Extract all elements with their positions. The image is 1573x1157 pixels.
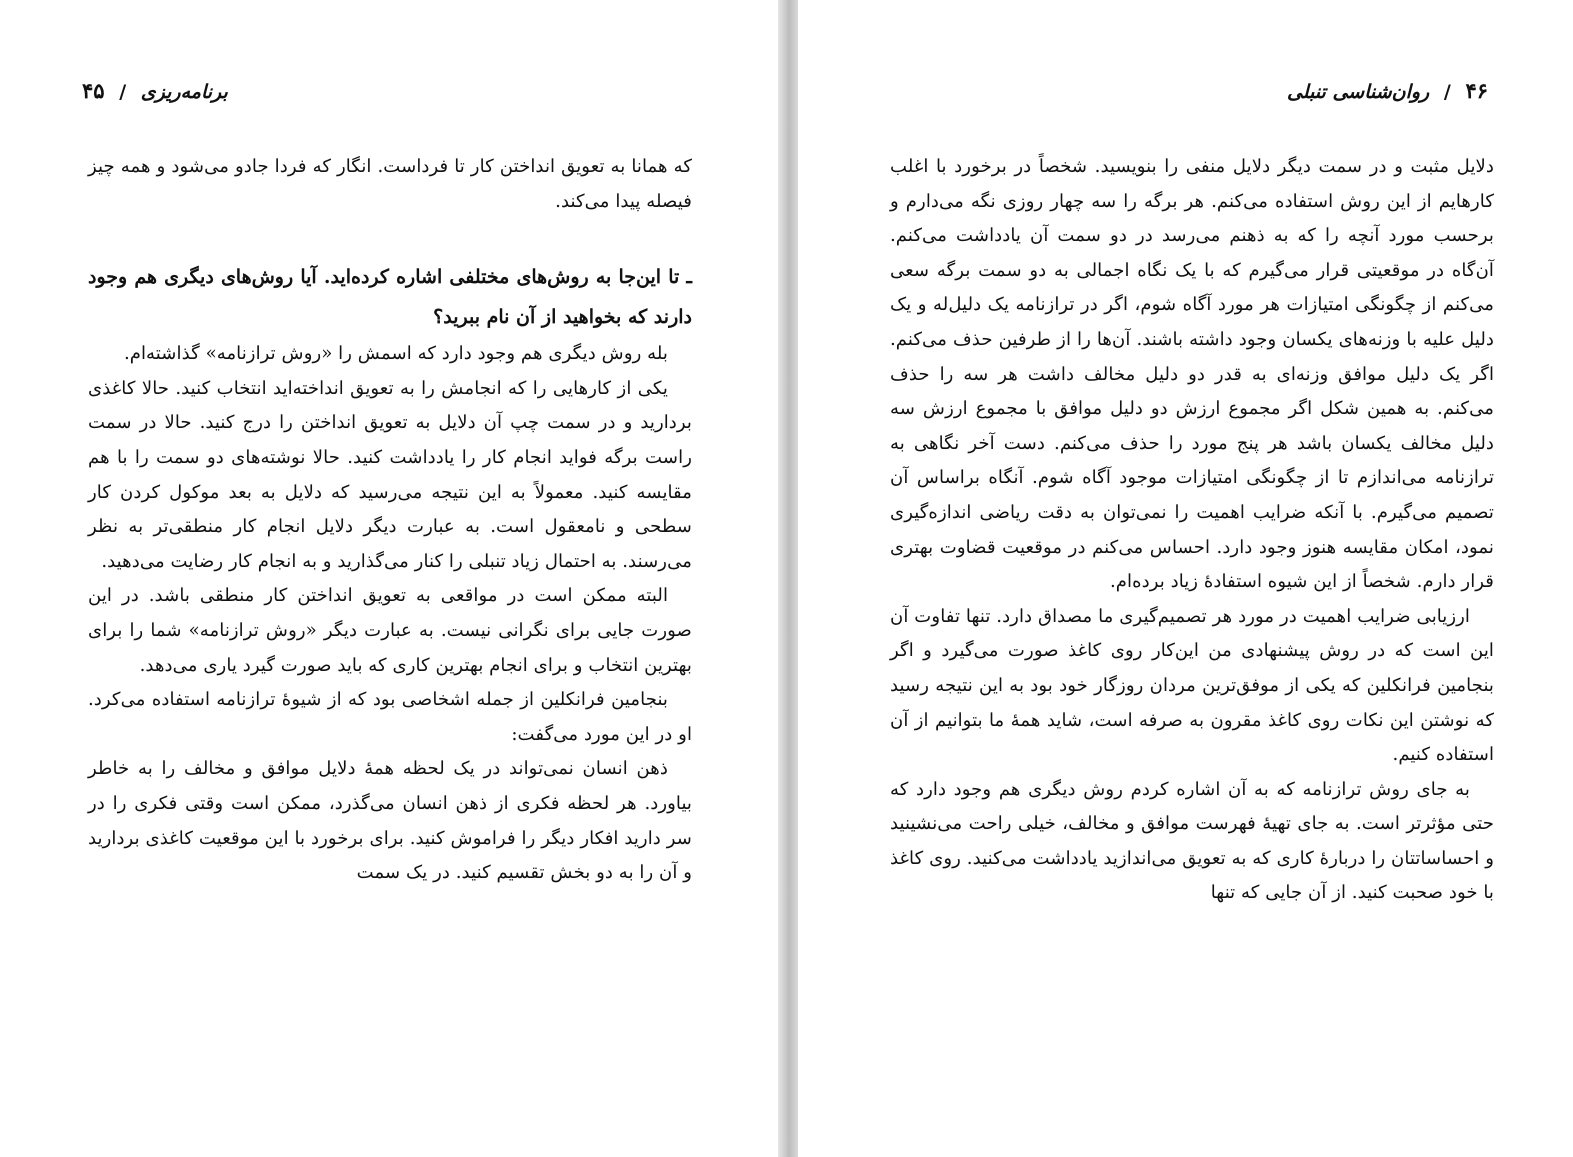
paragraph: بنجامین فرانکلین از جمله اشخاصی بود که از شیوهٔ ترازنامه استفاده می‌کرد. او در این مورد می‌گفت:: [88, 689, 692, 745]
paragraph: یکی از کارهایی را که انجامش را به تعویق انداخته‌اید انتخاب کنید. حالا کاغذی بردارید و در سمت چپ آن دلایل به تعویق انداختن را درج کنید. حالا در سمت راست برگه فواید انجام کار را یادداشت کنید. حالا نوشته‌های دو سمت را با هم مقایسه کنید. معمولاً به این نتیجه می‌رسید که دلایل به بعد موکول کردن کار سطحی و نامعقول است. به عبارت دیگر دلایل انجام کار منطقی‌تر به نظر می‌رسند. به احتمال زیاد تنبلی را کنار می‌گذارید و به انجام کار رضایت می‌دهید.: [88, 377, 692, 572]
paragraph: بله روش دیگری هم وجود دارد که اسمش را «روش ترازنامه» گذاشته‌ام.: [123, 343, 668, 365]
right-page: [798, 0, 1573, 1157]
paragraph: که همانا به تعویق انداختن کار تا فرداست. انگار که فردا جادو می‌شود و همه چیز فیصله پیدا می‌کند.: [88, 156, 692, 212]
quote-paragraph: دلایل مثبت و در سمت دیگر دلایل منفی را بنویسید. شخصاً در برخورد با اغلب کارهایم از این روش استفاده می‌کنم. هر برگه را سه چهار روزی نگه می‌دارم و برحسب مورد آنچه را که به ذهنم می‌رسد در دو سمت آن یادداشت می‌کنم. آن‌گاه در موقعیتی قرار می‌گیرم که با یک نگاه اجمالی به دو سمت برگه سعی می‌کنم از چگونگی امتیازات هر مورد آگاه شوم، اگر در ترازنامه یک دلیل‌له و یک دلیل علیه با وزنه‌های یکسان وجود داشته باشند. آن‌ها را از طرفین حذف می‌کنم. اگر یک دلیل موافق وزنه‌ای به قدر دو دلیل مخالف داشت هر سه را حذف می‌کنم. به همین شکل اگر مجموع ارزش دو دلیل موافق با مجموع ارزش سه دلیل مخالف یکسان باشد هر پنج مورد را حذف می‌کنم. دست آخر نگاهی به ترازنامه می‌اندازم تا از چگونگی امتیازات موجود آگاه شوم. آنگاه براساس آن تصمیم می‌گیرم. با آنکه ضرایب اهمیت را نمی‌توان به دقت ریاضی اندازه‌گیری نمود، امکان مقایسه هنوز وجود دارد. احساس می‌کنم در موقعیت قضاوت بهتری قرار دارم. شخصاً از این شیوه استفادهٔ زیاد برده‌ام.: [890, 156, 1494, 593]
page-body: [890, 150, 1494, 911]
page-number: ۴۵: [82, 78, 105, 103]
paragraph: ارزیابی ضرایب اهمیت در مورد هر تصمیم‌گیری ما مصداق دارد. تنها تفاوت آن این است که در روش پیشنهادی من این‌کار روی کاغذ صورت می‌گیرد و اگر بنجامین فرانکلین که یکی از موفق‌ترین مردان روزگار خود بود به این نتیجه رسید که نوشتن این نکات روی کاغذ مقرون به صرفه است، شاید همهٔ ما بتوانیم از آن استفاده کنیم.: [890, 605, 1494, 766]
page-body: [88, 150, 692, 891]
page-header: [82, 78, 692, 103]
page-header: [888, 78, 1488, 103]
quote-paragraph: ذهن انسان نمی‌تواند در یک لحظه همهٔ دلایل موافق و مخالف را به خاطر بیاورد. هر لحظه فکری از ذهن انسان می‌گذرد، ممکن است وقتی فکری را در سر دارید افکار دیگر را فراموش کنید. برای برخورد با این موقعیت کاغذی بردارید و آن را به دو بخش تقسیم کنید. در یک سمت: [88, 758, 692, 884]
running-title: برنامه‌ریزی: [140, 81, 228, 103]
page-number: ۴۶: [1465, 78, 1488, 103]
running-title: روان‌شناسی تنبلی: [1286, 81, 1430, 103]
interview-question: ـ تا این‌جا به روش‌های مختلفی اشاره کرده‌اید. آیا روش‌های دیگری هم وجود دارند که بخواهید از آن نام ببرید؟: [88, 266, 692, 329]
book-gutter: [778, 0, 798, 1157]
header-separator: /: [119, 81, 127, 103]
header-separator: /: [1443, 81, 1451, 103]
paragraph: به جای روش ترازنامه که به آن اشاره کردم روش دیگری هم وجود دارد که حتی مؤثرتر است. به جای تهیهٔ فهرست موافق و مخالف، خیلی راحت می‌نشینید و احساساتتان را دربارهٔ کاری که به تعویق می‌اندازید یادداشت می‌کنید. روی کاغذ با خود صحبت کنید. از آن جایی که تنها: [890, 778, 1494, 904]
paragraph: البته ممکن است در مواقعی به تعویق انداختن کار منطقی باشد. در این صورت جایی برای نگرانی نیست. به عبارت دیگر «روش ترازنامه» شما را برای بهترین انتخاب و برای انجام بهترین کاری که باید صورت گیرد یاری می‌دهد.: [88, 585, 692, 676]
left-page: [0, 0, 778, 1157]
